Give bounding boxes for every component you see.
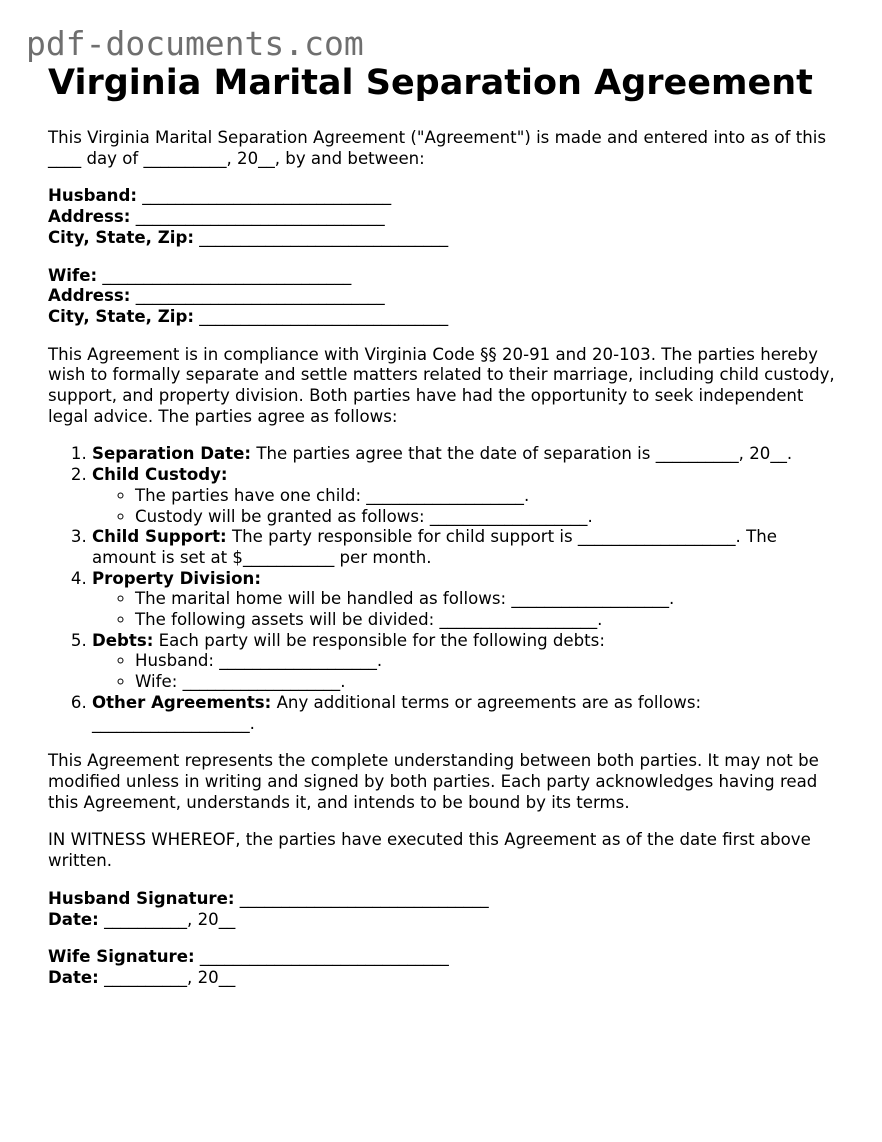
term-text: The parties agree that the date of separation is __________, 20__. [251, 444, 793, 464]
term-text: Any additional terms or agreements are as follows: ___________________. [92, 692, 702, 733]
term-text: Each party will be responsible for the following debts: [153, 630, 605, 650]
husband-signature-label: Husband Signature: [48, 888, 235, 908]
term-property-division [92, 569, 838, 631]
husband-city-blank: ______________________________ [194, 227, 449, 247]
wife-info-block [48, 266, 838, 328]
sub-item: ◦ Husband: ___________________. [135, 651, 838, 672]
wife-name-label: Wife: [48, 265, 98, 285]
husband-signature-block [48, 889, 838, 930]
term-debts [92, 631, 838, 693]
wife-signature-blank: ______________________________ [194, 947, 449, 967]
document-title: Virginia Marital Separation Agreement [48, 63, 813, 103]
sub-item: ◦ The marital home will be handled as follows: ___________________. [135, 589, 838, 610]
husband-date-line [48, 910, 838, 931]
wife-address-line [48, 286, 838, 307]
term-label: Other Agreements: [92, 692, 272, 712]
husband-city-label: City, State, Zip: [48, 227, 194, 247]
term-label: Separation Date: [92, 444, 252, 464]
term-label: Debts: [92, 630, 154, 650]
husband-city-line [48, 228, 838, 249]
husband-date-blank: __________, 20__ [98, 909, 236, 929]
husband-address-line [48, 207, 838, 228]
wife-date-label: Date: [48, 967, 99, 987]
sub-list [92, 486, 838, 527]
watermark: pdf-documents.com [26, 24, 364, 63]
wife-signature-label: Wife Signature: [48, 947, 195, 967]
sub-list [92, 651, 838, 692]
husband-signature-line [48, 889, 838, 910]
document-page [48, 60, 838, 989]
wife-date-blank: __________, 20__ [98, 967, 236, 987]
term-text: The party responsible for child support is ___________________. The amount is set at $___________ per month. [92, 527, 777, 567]
husband-info-block [48, 186, 838, 248]
sub-item: ◦ The following assets will be divided: ___________________. [135, 610, 838, 631]
husband-signature-blank: ______________________________ [234, 888, 489, 908]
terms-list [48, 444, 838, 734]
husband-date-label: Date: [48, 909, 99, 929]
term-label: Child Custody: [92, 465, 228, 485]
term-other-agreements [92, 693, 838, 734]
term-child-custody [92, 465, 838, 527]
wife-name-blank: ______________________________ [97, 265, 352, 285]
husband-address-blank: ______________________________ [130, 207, 385, 227]
sub-item: ◦ Wife: ___________________. [135, 672, 838, 693]
wife-city-line [48, 307, 838, 328]
wife-name-line [48, 266, 838, 287]
intro-paragraph: This Virginia Marital Separation Agreement ("Agreement") is made and entered into as of this ____ day of __________, 20__, by and between: [48, 128, 827, 168]
husband-name-blank: ______________________________ [136, 186, 392, 206]
sub-item: ◦ The parties have one child: ___________________. [135, 486, 838, 507]
husband-name-label: Husband: [48, 186, 137, 206]
complete-understanding-paragraph: This Agreement represents the complete understanding between both parties. It may not be modified unless in writing and signed by both parties. Each party acknowledges having read this Agreement, understands it, and intends to be bound by its terms. [48, 751, 819, 812]
husband-address-label: Address: [48, 207, 131, 227]
term-label: Property Division: [92, 568, 261, 588]
wife-signature-block [48, 947, 838, 988]
wife-date-line [48, 968, 838, 989]
term-label: Child Support: [92, 527, 227, 547]
wife-signature-line [48, 947, 838, 968]
sub-list [92, 589, 838, 630]
wife-city-blank: ______________________________ [194, 306, 449, 326]
compliance-paragraph: This Agreement is in compliance with Virginia Code §§ 20-91 and 20-103. The parties hereby wish to formally separate and settle matters related to their marriage, including child custody, support, and property division. Both parties have had the opportunity to seek independent legal advice. The parties agree as follows: [48, 344, 835, 426]
witness-paragraph: IN WITNESS WHEREOF, the parties have executed this Agreement as of the date first above written. [48, 830, 811, 871]
wife-address-label: Address: [48, 286, 131, 306]
wife-address-blank: ______________________________ [130, 286, 385, 306]
term-child-support [92, 527, 838, 568]
wife-city-label: City, State, Zip: [48, 306, 194, 326]
sub-item: ◦ Custody will be granted as follows: ___________________. [135, 507, 838, 528]
term-separation-date [92, 444, 838, 465]
husband-name-line [48, 186, 838, 207]
